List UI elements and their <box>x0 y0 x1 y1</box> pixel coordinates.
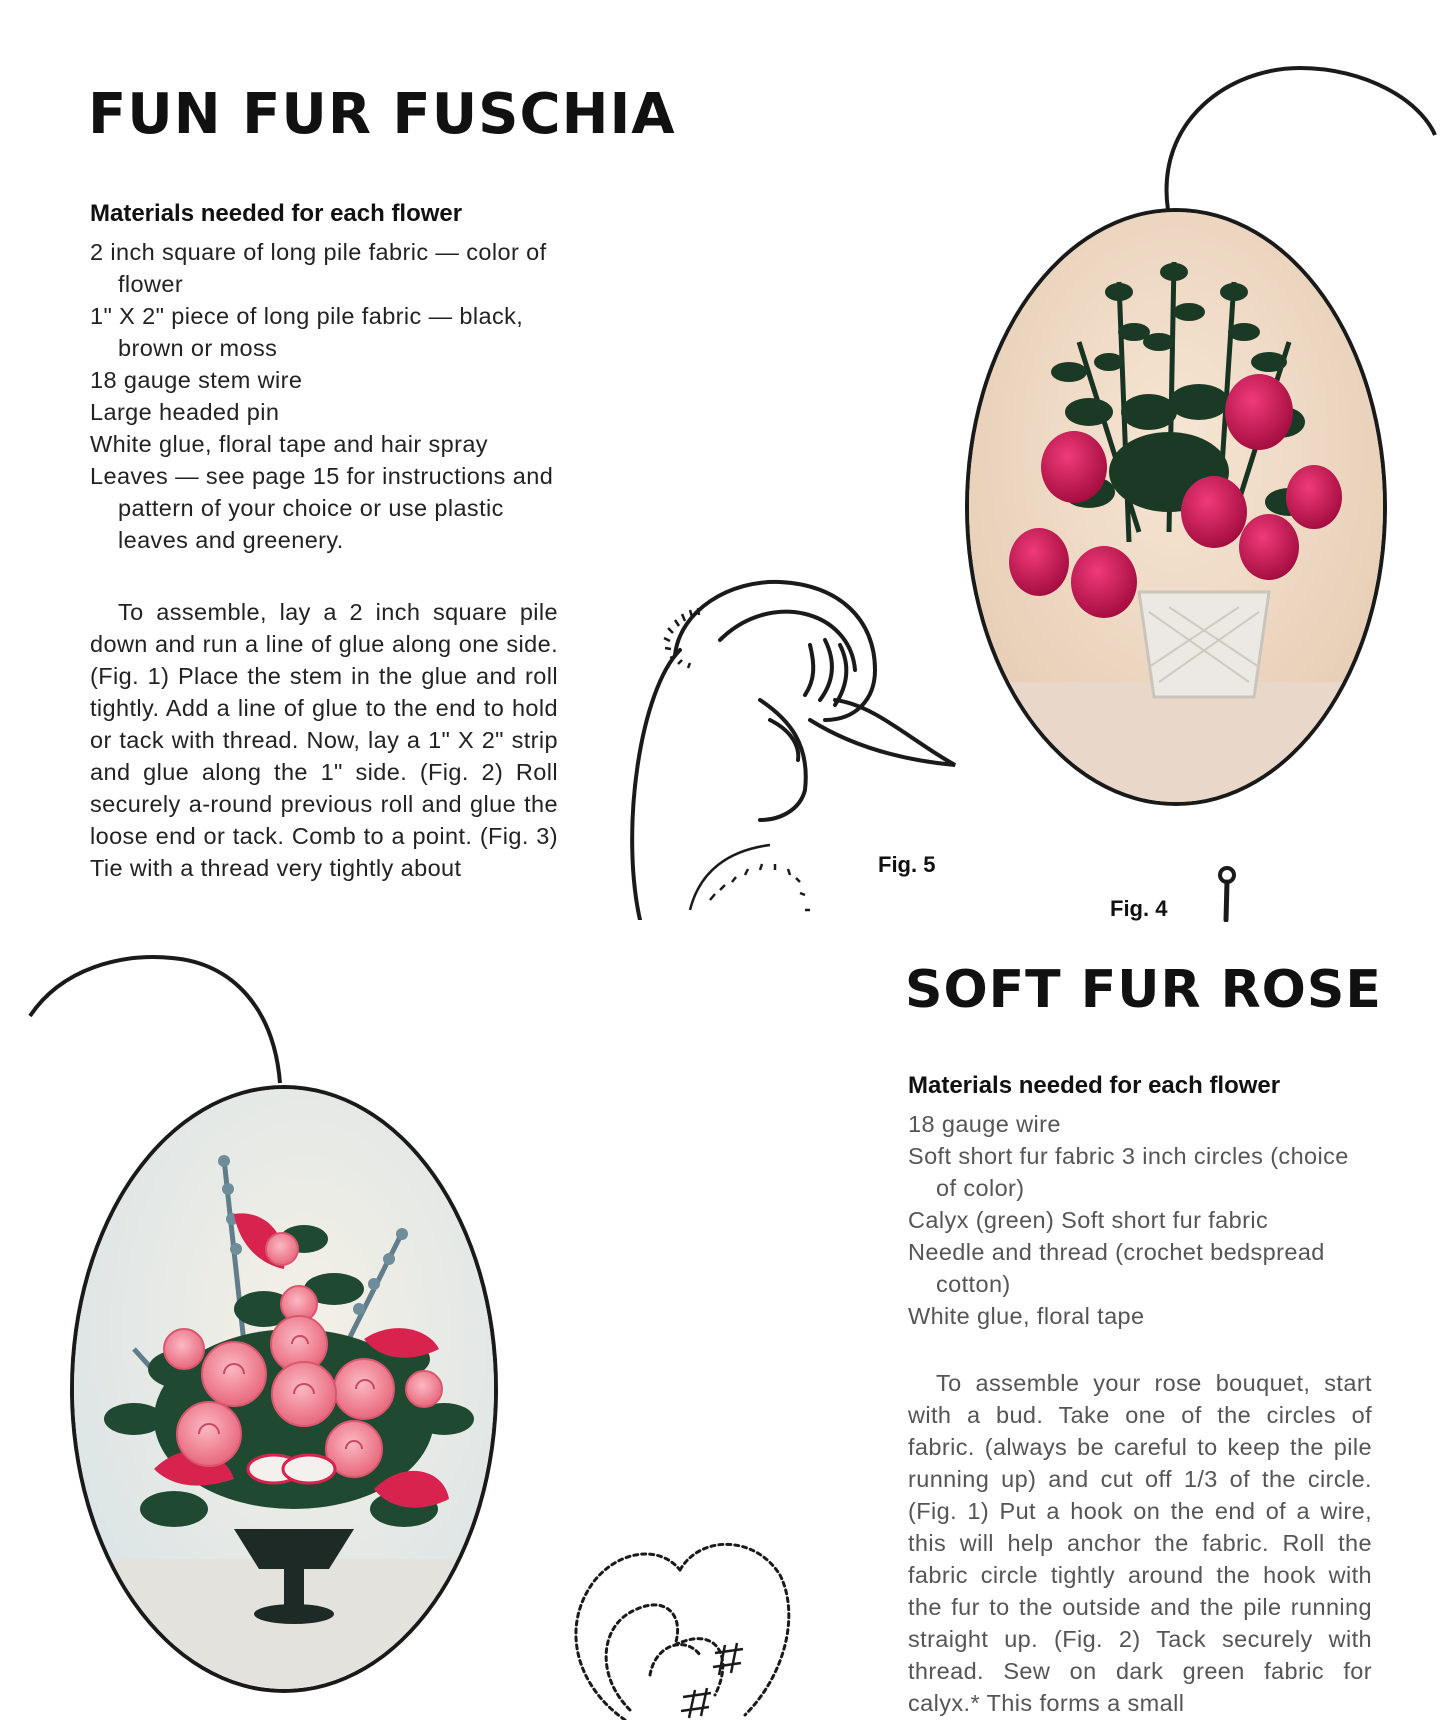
rose-materials-heading: Materials needed for each flower <box>908 1072 1281 1099</box>
list-item: 2 inch square of long pile fabric — color of flower <box>90 239 547 297</box>
hanger-hook-top <box>1150 60 1445 215</box>
fuschia-materials-list <box>90 236 558 556</box>
fig4-pin-drawing <box>1212 866 1242 922</box>
rose-text-column <box>908 1072 1372 1332</box>
fig5-label: Fig. 5 <box>878 852 936 877</box>
list-item: Large headed pin <box>90 399 280 425</box>
fig4-label: Fig. 4 <box>1110 896 1168 921</box>
fuschia-instructions-block <box>90 596 558 914</box>
list-item: White glue, floral tape <box>908 1303 1145 1329</box>
list-item: 1" X 2" piece of long pile fabric — black, brown or moss <box>90 303 524 361</box>
fuschia-title: FUN FUR FUSCHIA <box>88 82 676 147</box>
hanger-hook-bottom <box>22 948 292 1088</box>
list-item: White glue, floral tape and hair spray <box>90 431 488 457</box>
fuschia-text-column <box>90 200 558 556</box>
list-item: 18 gauge wire <box>908 1111 1061 1137</box>
fuschia-materials-heading: Materials needed for each flower <box>90 200 463 227</box>
list-item: Calyx (green) Soft short fur fabric <box>908 1207 1269 1233</box>
fuschia-photo-art <box>969 212 1383 802</box>
list-item: 18 gauge stem wire <box>90 367 303 393</box>
rose-photo <box>70 1085 498 1693</box>
fuschia-photo <box>965 208 1387 806</box>
fuschia-instructions: To assemble, lay a 2 inch square pile down and run a line of glue along one side. (Fig. 1) Place the stem in the glue and roll tightly. Add a line of glue to the end to hold or tack with thread. Now, lay a 1" X 2" strip and glue along the 1" side. (Fig. 2) Roll securely a-round previous roll and glue the loose end or tack. Comb to a point. (Fig. 3) Tie with a thread very tightly about <box>90 599 558 881</box>
list-item: Needle and thread (crochet bedspread cotton) <box>908 1239 1325 1297</box>
rose-bud-sketch <box>555 1525 805 1720</box>
rose-photo-art <box>74 1089 494 1689</box>
list-item: Soft short fur fabric 3 inch circles (choice of color) <box>908 1143 1349 1201</box>
rose-instructions: To assemble your rose bouquet, start with a bud. Take one of the circles of fabric. (always be careful to keep the pile running up) and cut off 1/3 of the circle. (Fig. 1) Put a hook on the end of a wire, this will help anchor the fabric. Roll the fabric circle tightly around the hook with the fur to the outside and the pile running straight up. (Fig. 2) Tack securely with thread. Sew on dark green fabric for calyx.* This forms a small <box>908 1370 1372 1716</box>
list-item: Leaves — see page 15 for instructions and pattern of your choice or use plastic leaves and greenery. <box>90 463 554 553</box>
rose-title: SOFT FUR ROSE <box>905 960 1382 1020</box>
rose-materials-list <box>908 1108 1372 1332</box>
rose-instructions-block <box>908 1367 1372 1719</box>
